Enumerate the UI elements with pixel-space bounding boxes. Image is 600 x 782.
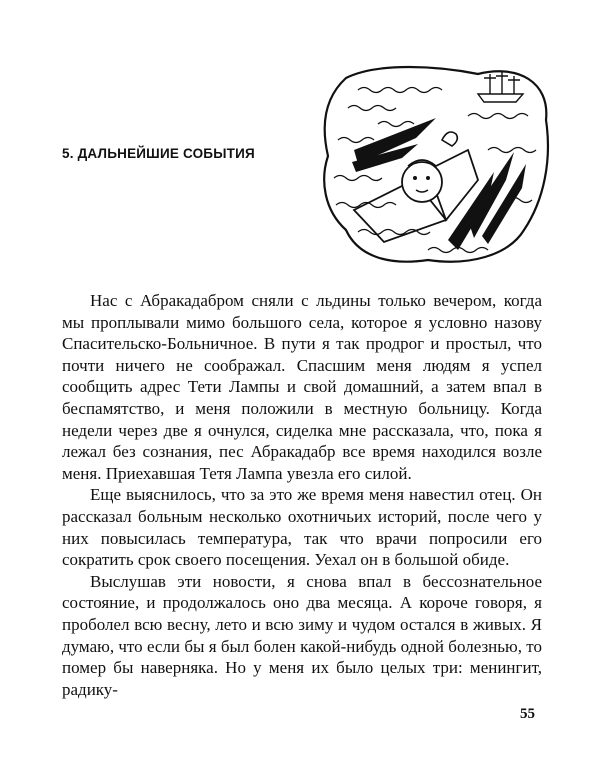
chapter-title: 5. ДАЛЬНЕЙШИЕ СОБЫТИЯ xyxy=(62,146,255,161)
paragraph-1: Нас с Абракадабром сняли с льдины только вечером, когда мы проплывали мимо большого села, которое я условно назову Спасительско-Больничное. В пути я так продрог и простыл, что почти ничего не соображал. Спасшим меня людям я успел сообщить адрес Тети Лампы и свой домашний, а затем впал в беспамятство, и меня положили в местную больницу. Когда недели через две я очнулся, сиделка мне рассказала, что, пока я лежал без сознания, пес Абракадабр все время находился возле меня. Приехавшая Тетя Лампа увезла его силой. xyxy=(62,291,542,483)
body-text xyxy=(62,290,542,700)
page-number: 55 xyxy=(520,706,535,722)
paragraph-3: Выслушав эти новости, я снова впал в бессознательное состояние, и продолжалось оно два месяца. А короче говоря, я проболел всю весну, лето и всю зиму и чудом остался в живых. Я думаю, что если бы я был болен какой-нибудь одной болезнью, то помер бы наверняка. Но у меня их было целых три: менингит, радику- xyxy=(62,571,542,699)
paragraph-2: Еще выяснилось, что за это же время меня навестил отец. Он рассказал больным несколько охотничьих историй, после чего у них повысилась температура, так что врачи попросили его сократить срок своего посещения. Уехал он в большой обиде. xyxy=(62,485,542,570)
illustration xyxy=(318,60,553,268)
